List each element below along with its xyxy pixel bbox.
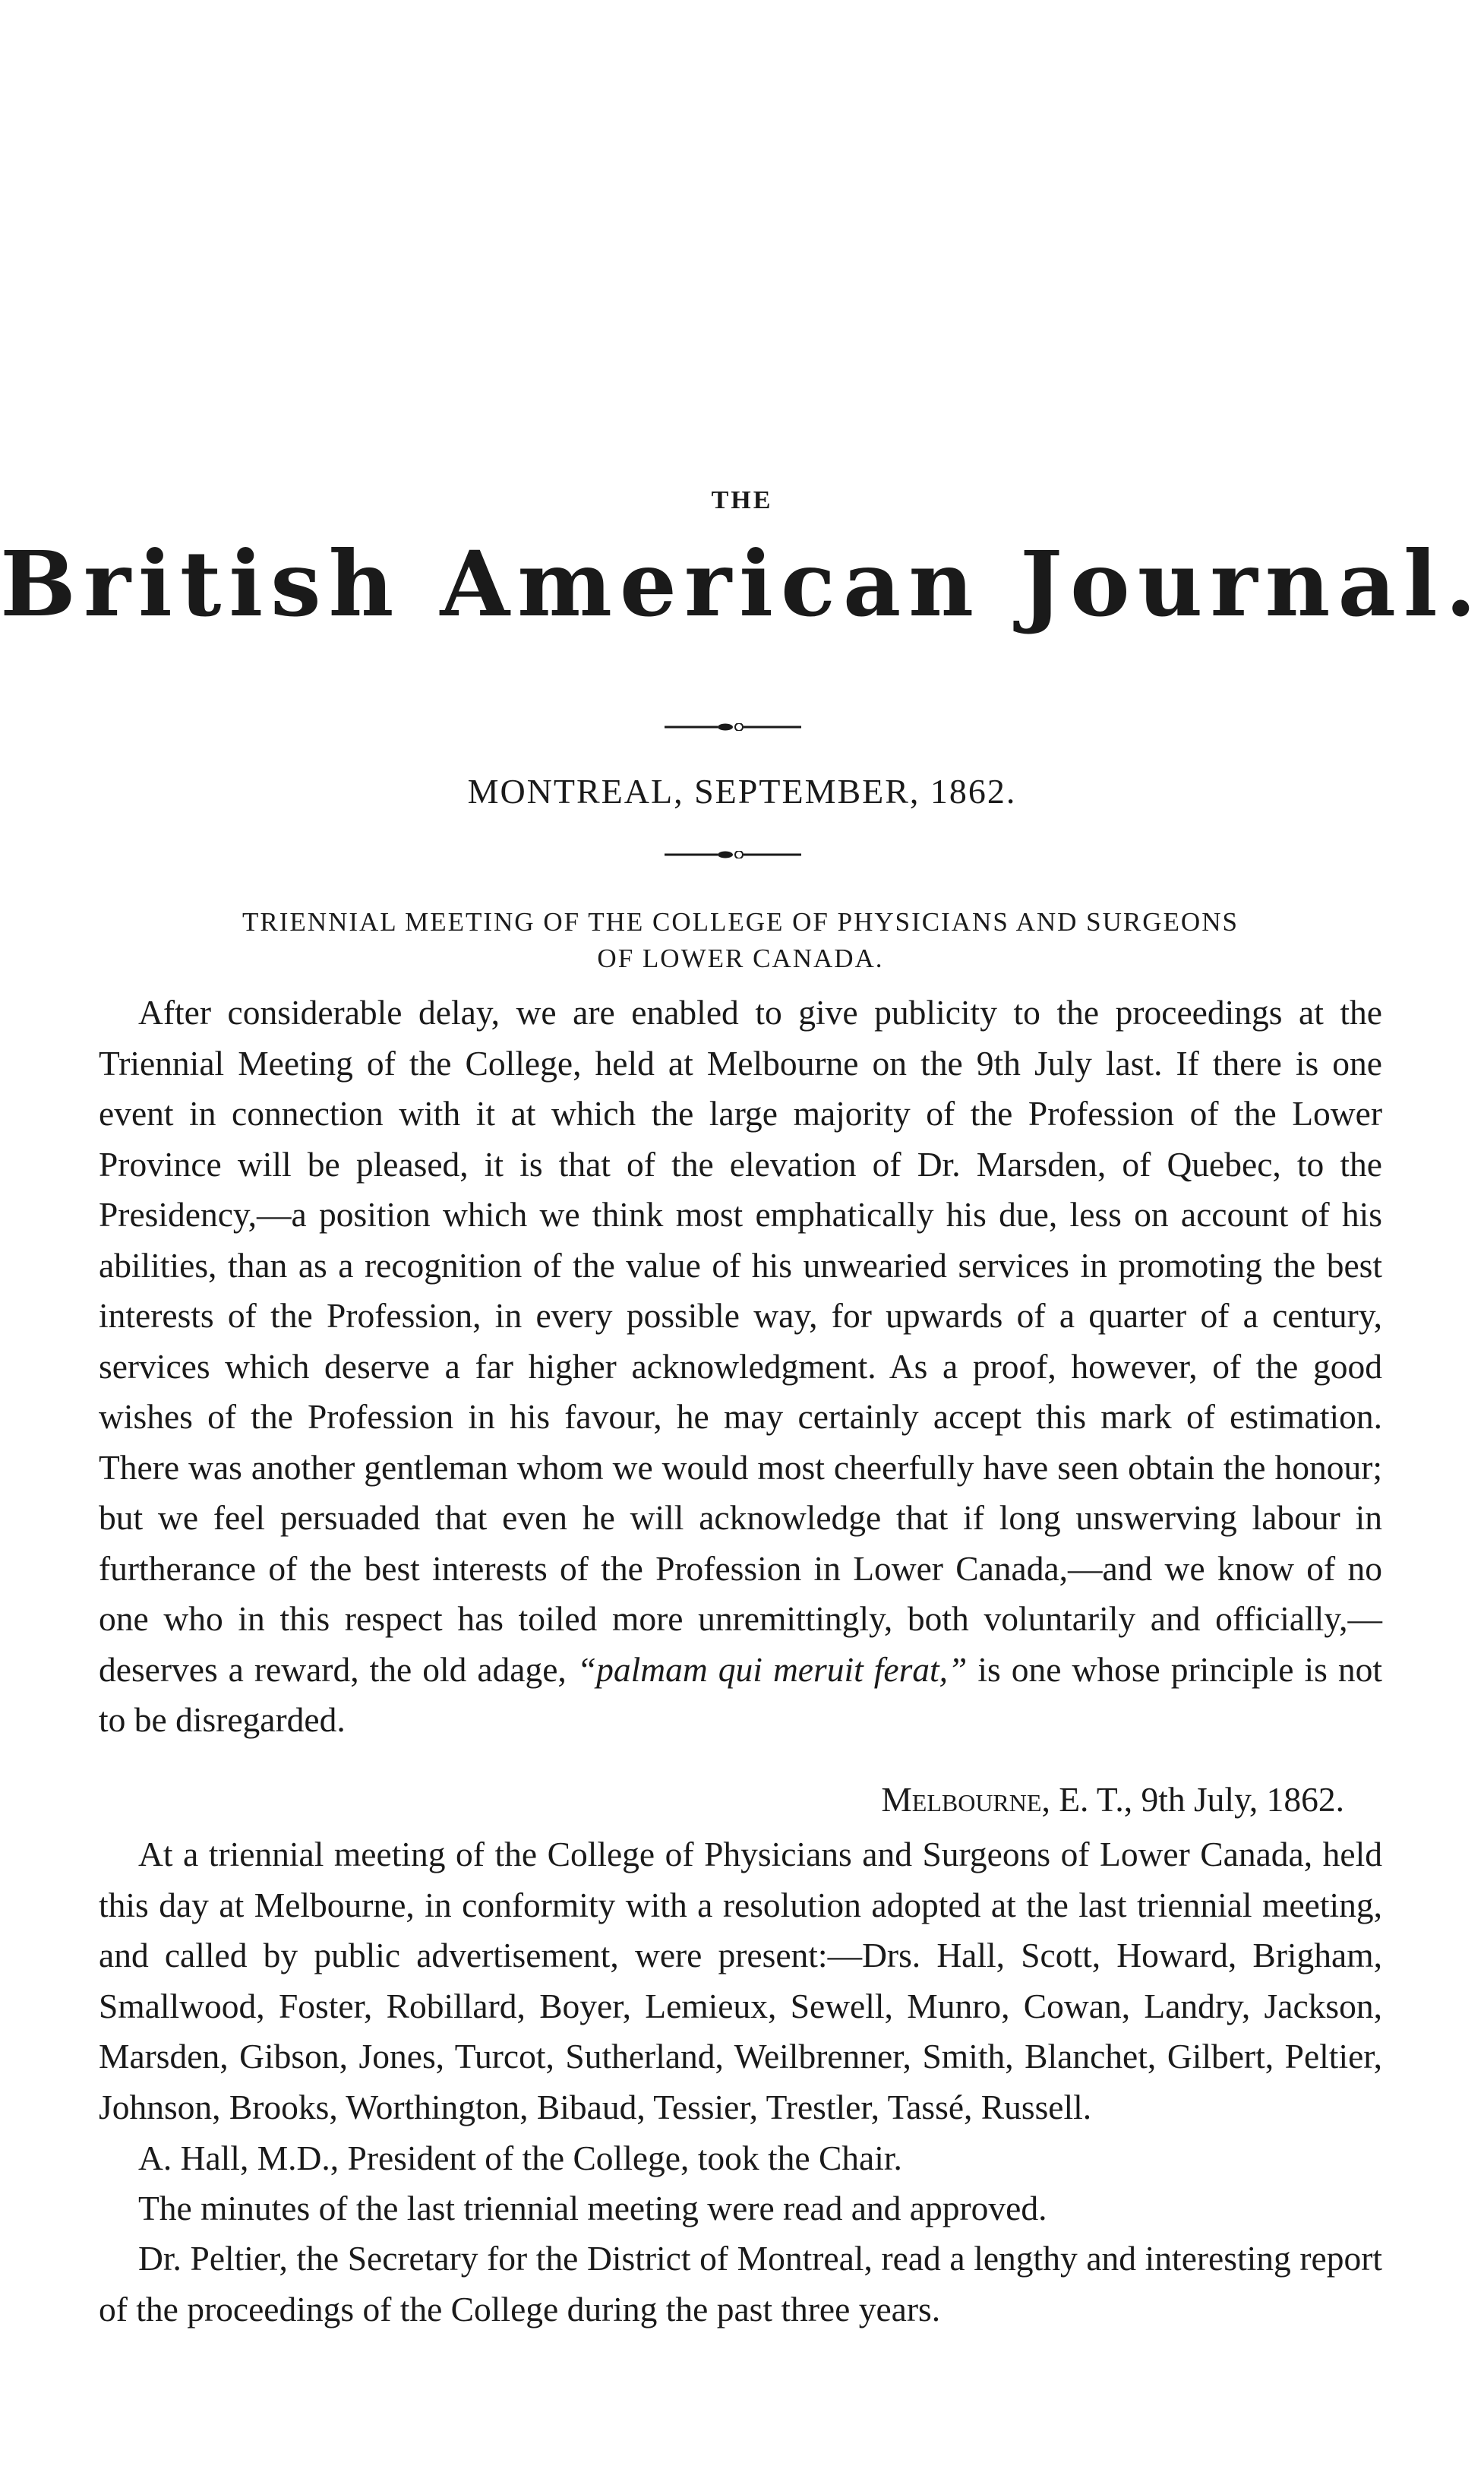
place-date-line: [0, 1779, 1344, 1819]
paragraph-editorial-text: After considerable delay, we are enabled to give publicity to the proceedings at the Triennial Meeting of the College, held at Melbourne on the 9th July last. If there is one event in connection with it at which the large majority of the Profession of the Lower Province will be pleased, it is that of the elevation of Dr. Marsden, of Quebec, to the Presidency,—a position which we think most emphatically his due, less on account of his abilities, than as a recognition of the value of his unwearied services in promoting the best interests of the Profession, in every possible way, for upwards of a quarter of a century, services which deserve a far higher acknowledgment. As a proof, however, of the good wishes of the Profession in his favour, he may certainly accept this mark of estimation. There was another gentleman whom we would most cheerfully have seen obtain the honour; but we feel persuaded that even he will acknowledge that if long unswerving labour in furtherance of the best interests of the Profession in Lower Canada,—and we know of no one who in this respect has toiled more unremittingly, both voluntarily and officially,—deserves a reward, the old adage,: [99, 993, 1382, 1689]
place-date-rest: , E. T., 9th July, 1862.: [1041, 1780, 1344, 1819]
article-heading-line-1: TRIENNIAL MEETING OF THE COLLEGE OF PHYSICIANS AND SURGEONS: [242, 907, 1239, 937]
ornament-rule-bottom: [665, 851, 801, 858]
paragraph-attendance-text: At a triennial meeting of the College of Physicians and Surgeons of Lower Canada, held this day at Melbourne, in conformity with a resolution adopted at the last triennial meeting, and called by public advertisement, were present:—Drs. Hall, Scott, Howard, Brigham, Smallwood, Foster, Robillard, Boyer, Lemieux, Sewell, Munro, Cowan, Landry, Jackson, Marsden, Gibson, Jones, Turcot, Sutherland, Weilbrenner, Smith, Blanchet, Gilbert, Peltier, Johnson, Brooks, Worthington, Bibaud, Tessier, Trestler, Tassé, Russell.: [99, 1835, 1382, 2126]
place-name: Melbourne: [881, 1780, 1042, 1819]
paragraph-chair: [99, 2133, 1382, 2184]
article-heading-line-2: OF LOWER CANADA.: [597, 944, 884, 973]
paragraph-report: [99, 2234, 1382, 2335]
paragraph-chair-text: A. Hall, M.D., President of the College, took the Chair.: [138, 2139, 902, 2177]
ornament-rule-top: [665, 723, 801, 731]
paragraph-report-text: Dr. Peltier, the Secretary for the District of Montreal, read a lengthy and interesting report of the proceedings of the College during the past three years.: [99, 2239, 1382, 2329]
paragraph-editorial-end: is one whose principle is not to be disregarded.: [99, 1649, 1383, 1739]
dateline: MONTREAL, SEPTEMBER, 1862.: [467, 772, 1017, 811]
paragraph-attendance: [99, 1829, 1382, 2132]
article-heading: [99, 904, 1382, 977]
masthead-the: THE: [711, 486, 773, 514]
paragraph-editorial: [99, 988, 1382, 1746]
paragraph-minutes: [99, 2183, 1382, 2234]
latin-quote: “palmam qui meruit ferat,”: [576, 1649, 968, 1689]
journal-title: British American Journal.: [0, 531, 1484, 637]
paragraph-minutes-text: The minutes of the last triennial meeting were read and approved.: [138, 2189, 1047, 2227]
